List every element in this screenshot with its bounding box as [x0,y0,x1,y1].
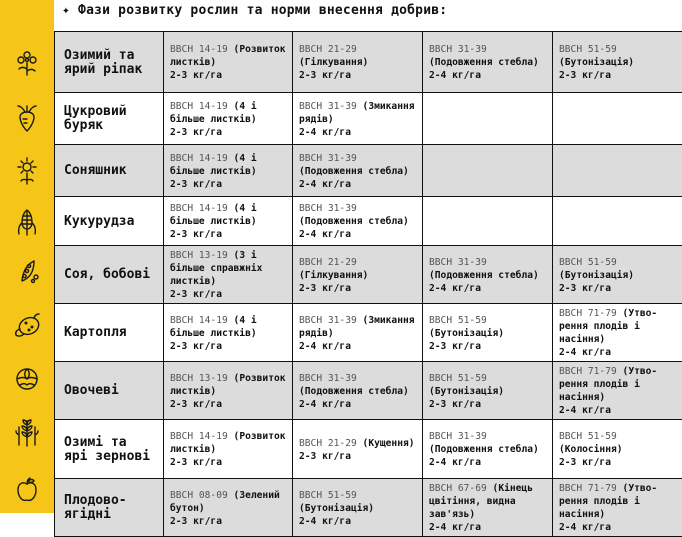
page-title: ✦ Фази розвитку рослин та норми внесення добрив: [62,3,447,18]
crop-name: Картопля [55,304,164,362]
stage-cell [164,145,293,197]
stage-code: BBCH 31-39 [299,101,357,112]
stage-dose: 2-3 кг/га [170,70,222,81]
stage-dose: 2-4 кг/га [299,516,351,527]
sugar-beet-icon [0,92,54,144]
stage-dose: 2-4 кг/га [429,283,481,294]
stage-desc: (Розвиток листків) [170,44,286,68]
table-row [55,304,682,362]
stage-cell [423,420,553,479]
stage-desc: (Кущення) [363,438,415,449]
stage-dose: 2-4 кг/га [559,405,611,416]
stage-code: BBCH 51-59 [429,315,487,326]
crop-name: Кукурудза [55,197,164,246]
stage-desc: (Розвиток листків) [170,431,286,455]
table-row [55,32,682,93]
stage-code: BBCH 13-19 [170,373,228,384]
stage-code: BBCH 51-59 [559,431,617,442]
stage-code: BBCH 14-19 [170,203,228,214]
stage-dose: 2-4 кг/га [559,347,611,358]
stage-cell [553,246,682,304]
stage-desc: (4 і більше листків) [170,153,257,177]
stage-dose: 2-3 кг/га [559,457,611,468]
crop-name: Цукровий буряк [55,93,164,145]
table-row [55,93,682,145]
stage-code: BBCH 14-19 [170,153,228,164]
stage-cell [423,246,553,304]
stage-cell [553,145,682,197]
rapeseed-flower-icon [0,31,54,92]
stage-cell [423,362,553,420]
stage-cell [423,197,553,246]
stage-dose: 2-3 кг/га [170,516,222,527]
stage-code: BBCH 14-19 [170,431,228,442]
stage-cell [164,420,293,479]
stage-code: BBCH 31-39 [299,315,357,326]
stage-cell [553,93,682,145]
stage-cell [164,32,293,93]
stage-desc: (Подовження стебла) [429,444,539,455]
stage-code: BBCH 51-59 [559,257,617,268]
stage-code: BBCH 51-59 [299,490,357,501]
table-row [55,479,682,537]
stage-code: BBCH 14-19 [170,315,228,326]
apple-icon [0,461,54,517]
stage-desc: (4 і більше листків) [170,101,257,125]
stage-code: BBCH 51-59 [559,44,617,55]
stage-dose: 2-3 кг/га [559,283,611,294]
stage-dose: 2-3 кг/га [299,283,351,294]
stage-desc: (Гілкування) [299,57,368,68]
stage-dose: 2-4 кг/га [299,399,351,410]
sunflower-icon [0,144,54,196]
crop-name: Озимий та ярий ріпак [55,32,164,93]
stage-dose: 2-3 кг/га [299,451,351,462]
stage-cell [553,362,682,420]
stage-cell [293,93,423,145]
stage-code: BBCH 67-69 [429,483,487,494]
stage-dose: 2-3 кг/га [299,70,351,81]
stage-dose: 2-4 кг/га [299,179,351,190]
stage-cell [293,246,423,304]
stage-dose: 2-4 кг/га [429,457,481,468]
crop-name: Овочеві [55,362,164,420]
crop-name: Плодово-ягідні [55,479,164,537]
wheat-icon [0,402,54,461]
stage-cell [553,420,682,479]
stage-code: BBCH 31-39 [299,153,357,164]
stage-desc: (Подовження стебла) [429,270,539,281]
stage-desc: (3 і більше справжніх листків) [170,250,262,287]
stage-cell [293,362,423,420]
crop-name: Соняшник [55,145,164,197]
table-row [55,197,682,246]
stage-dose: 2-3 кг/га [170,179,222,190]
stage-cell [423,93,553,145]
stage-desc: (Бутонізація) [559,270,634,281]
stage-dose: 2-3 кг/га [170,399,222,410]
stage-cell [164,197,293,246]
stage-dose: 2-4 кг/га [429,522,481,533]
stage-desc: (Змикання рядів) [299,315,415,339]
stage-dose: 2-3 кг/га [170,127,222,138]
stage-code: BBCH 08-09 [170,490,228,501]
stage-cell [423,479,553,537]
stage-dose: 2-4 кг/га [299,127,351,138]
stage-desc: (Утво-рення плодів і насіння) [559,366,657,403]
table-row [55,362,682,420]
corn-icon [0,196,54,245]
stage-code: BBCH 31-39 [429,257,487,268]
stage-cell [164,479,293,537]
stage-desc: (Колосіння) [559,444,623,455]
stage-dose: 2-3 кг/га [429,399,481,410]
stage-desc: (Змикання рядів) [299,101,415,125]
table-row [55,145,682,197]
stage-code: BBCH 21-29 [299,44,357,55]
stage-code: BBCH 31-39 [429,431,487,442]
stage-cell [293,479,423,537]
stage-dose: 2-3 кг/га [559,70,611,81]
stage-cell [293,420,423,479]
stage-dose: 2-4 кг/га [299,341,351,352]
stage-cell [164,304,293,362]
stage-code: BBCH 14-19 [170,44,228,55]
stage-desc: (4 і більше листків) [170,315,257,339]
stage-dose: 2-4 кг/га [299,229,351,240]
stage-desc: (Бутонізація) [559,57,634,68]
stage-cell [293,304,423,362]
stage-desc: (Подовження стебла) [299,216,409,227]
stage-cell [293,32,423,93]
stage-desc: (4 і більше листків) [170,203,257,227]
stage-desc: (Подовження стебла) [299,166,409,177]
stage-cell [293,145,423,197]
crop-name: Соя, бобові [55,246,164,304]
stage-code: BBCH 71-79 [559,483,617,494]
stage-cell [164,246,293,304]
stage-desc: (Бутонізація) [299,503,374,514]
stage-cell [423,145,553,197]
fertilizer-table [54,31,682,537]
stage-cell [423,32,553,93]
stage-desc: (Подовження стебла) [299,386,409,397]
potato-icon [0,295,54,353]
stage-cell [553,479,682,537]
stage-desc: (Утво-рення плодів і насіння) [559,483,657,520]
table-row [55,420,682,479]
stage-desc: (Бутонізація) [429,386,504,397]
stage-desc: (Подовження стебла) [429,57,539,68]
crop-name: Озимі та ярі зернові [55,420,164,479]
stage-desc: (Гілкування) [299,270,368,281]
stage-code: BBCH 13-19 [170,250,228,261]
stage-cell [553,32,682,93]
stage-code: BBCH 31-39 [299,203,357,214]
stage-cell [553,197,682,246]
stage-desc: (Розвиток листків) [170,373,286,397]
stage-code: BBCH 51-59 [429,373,487,384]
stage-code: BBCH 71-79 [559,308,617,319]
table-row [55,246,682,304]
stage-desc: (Зелений бутон) [170,490,280,514]
stage-code: BBCH 71-79 [559,366,617,377]
stage-desc: (Кінець цвітіння, видна зав'язь) [429,483,533,520]
cabbage-icon [0,353,54,402]
stage-dose: 2-4 кг/га [429,70,481,81]
stage-cell [164,93,293,145]
stage-cell [164,362,293,420]
stage-cell [423,304,553,362]
stage-dose: 2-4 кг/га [559,522,611,533]
stage-dose: 2-3 кг/га [170,229,222,240]
stage-code: BBCH 21-29 [299,438,357,449]
stage-code: BBCH 31-39 [429,44,487,55]
stage-dose: 2-3 кг/га [170,341,222,352]
stage-code: BBCH 31-39 [299,373,357,384]
stage-dose: 2-3 кг/га [170,457,222,468]
stage-desc: (Утво-рення плодів і насіння) [559,308,657,345]
stage-desc: (Бутонізація) [429,328,504,339]
soybean-pod-icon [0,245,54,295]
stage-cell [293,197,423,246]
stage-cell [553,304,682,362]
stage-dose: 2-3 кг/га [429,341,481,352]
stage-dose: 2-3 кг/га [170,289,222,300]
stage-code: BBCH 14-19 [170,101,228,112]
stage-code: BBCH 21-29 [299,257,357,268]
